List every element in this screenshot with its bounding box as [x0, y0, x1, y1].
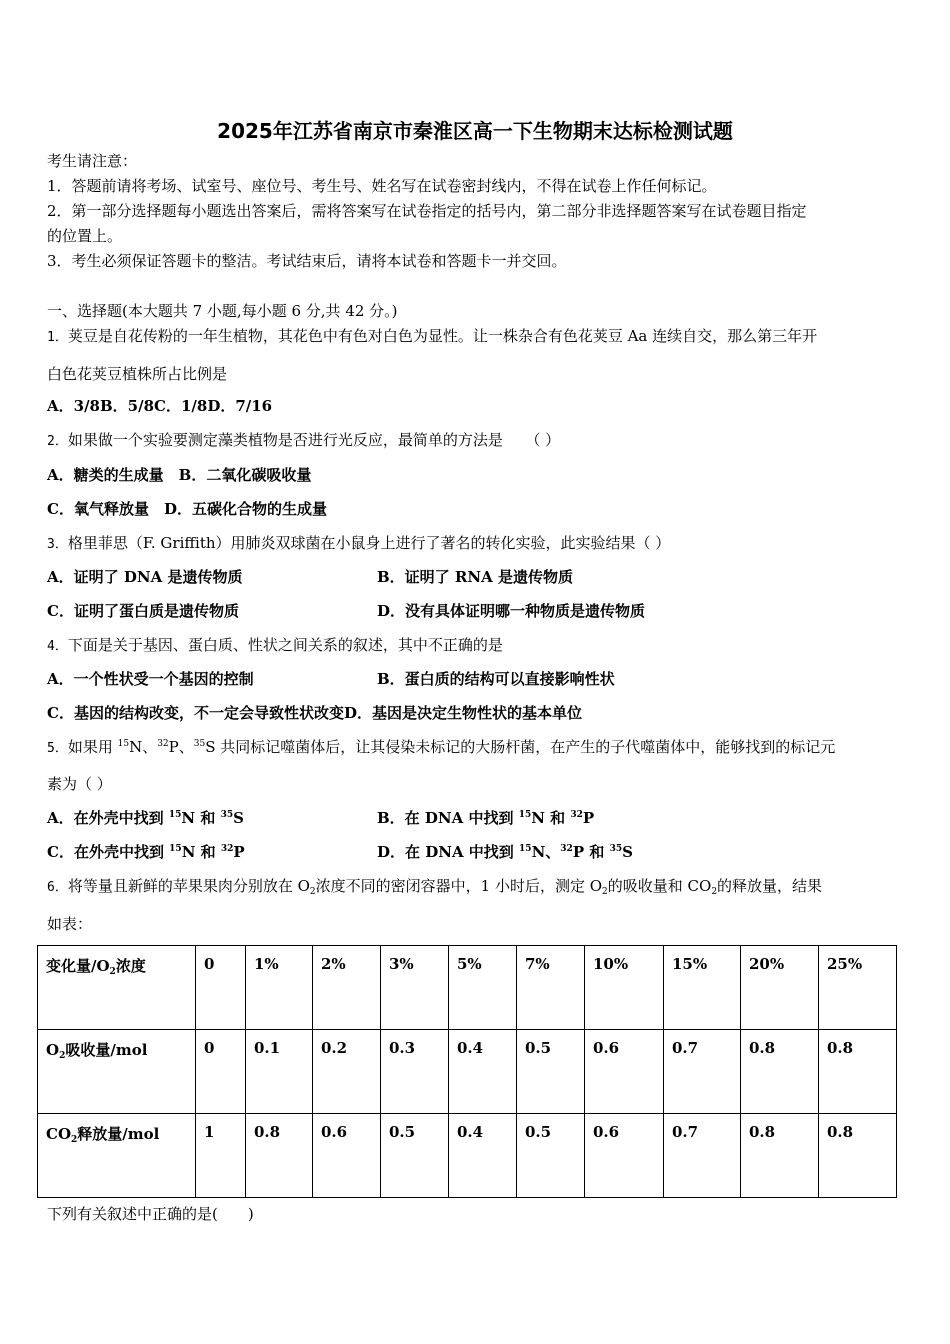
text-run: 素为（ ） — [47, 775, 112, 793]
table-cell: 7% — [517, 946, 585, 1030]
question-number: 1． — [47, 330, 68, 345]
table-cell: 0.6 — [585, 1030, 664, 1114]
question-number: 2． — [47, 434, 68, 449]
superscript: 35 — [220, 810, 234, 820]
text-run: N、 — [531, 843, 561, 861]
text-run: 如果用 — [67, 738, 118, 756]
question-5-option-d — [377, 843, 633, 861]
text-run: 的吸收量和 CO — [607, 877, 712, 895]
text-run: 荚豆是自花传粉的一年生植物，其花色中有色对白色为显性。让一株杂合有色花荚豆 Aa 连续自交，那么第三年开 — [67, 327, 818, 345]
table-cell: 3% — [381, 946, 449, 1030]
question-1-stem-cont — [47, 365, 227, 383]
question-2-stem — [47, 431, 560, 451]
table-row — [38, 1030, 897, 1114]
row-label — [38, 946, 196, 1030]
question-4-stem — [47, 636, 503, 656]
question-2-options-cd: C．氧气释放量 D．五碳化合物的生成量 — [47, 500, 327, 518]
text-run: 格里菲思（F. Griffith）用肺炎双球菌在小鼠身上进行了著名的转化实验，此实验结果（ ） — [67, 534, 671, 552]
table-cell: 2% — [313, 946, 381, 1030]
question-5-option-b — [377, 809, 594, 827]
table-cell: 0.8 — [741, 1030, 819, 1114]
text-run: N 和 — [531, 809, 571, 827]
subscript: 2 — [109, 967, 116, 977]
table-cell: 0.3 — [381, 1030, 449, 1114]
text-run: S — [233, 809, 244, 827]
text-run: 将等量且新鲜的苹果果肉分别放在 O — [67, 877, 310, 895]
table-cell: 0.6 — [313, 1114, 381, 1198]
table-cell: 1 — [196, 1114, 246, 1198]
text-run: 白色花荚豆植株所占比例是 — [47, 365, 228, 383]
table-cell: 0 — [196, 946, 246, 1030]
subscript: 2 — [711, 887, 718, 897]
text-run: 浓度 — [115, 957, 146, 975]
text-run: S — [622, 843, 633, 861]
superscript: 35 — [609, 844, 623, 854]
superscript: 15 — [518, 810, 532, 820]
notice-item: 1．答题前请将考场、试室号、座位号、考生号、姓名写在试卷密封线内，不得在试卷上作任何标记。 — [47, 177, 717, 195]
superscript: 15 — [519, 844, 532, 854]
row-label — [38, 1114, 196, 1198]
subscript: 2 — [602, 887, 608, 897]
question-5-option-c — [47, 843, 245, 861]
superscript: 35 — [193, 739, 206, 749]
table-cell: 15% — [664, 946, 741, 1030]
table-cell: 0.2 — [313, 1030, 381, 1114]
subscript: 2 — [59, 1051, 66, 1061]
text-run: D．在 DNA 中找到 — [377, 843, 520, 861]
superscript: 15 — [169, 844, 182, 854]
question-3-option-a: A．证明了 DNA 是遗传物质 — [47, 568, 243, 586]
table-cell: 0.7 — [664, 1030, 741, 1114]
table-cell: 0.8 — [246, 1114, 313, 1198]
notice-item: 3．考生必须保证答题卡的整洁。考试结束后，请将本试卷和答题卡一并交回。 — [47, 252, 567, 270]
text-run: N、 — [129, 738, 158, 756]
text-run: C．在外壳中找到 — [47, 843, 170, 861]
table-row — [38, 946, 897, 1030]
text-run: 释放量/mol — [77, 1125, 160, 1143]
question-1-stem — [47, 327, 817, 347]
superscript: 15 — [168, 810, 182, 820]
text-run: N 和 — [181, 809, 221, 827]
question-number: 3． — [47, 537, 68, 552]
text-run: A．在外壳中找到 — [47, 809, 169, 827]
table-cell: 5% — [449, 946, 517, 1030]
text-run: 的释放量，结果 — [717, 877, 823, 895]
superscript: 32 — [570, 810, 583, 820]
table-cell: 0.8 — [819, 1114, 897, 1198]
subscript: 2 — [71, 1135, 78, 1145]
text-run: P、 — [168, 738, 194, 756]
text-run: P — [233, 843, 245, 861]
table-cell: 10% — [585, 946, 664, 1030]
question-6-stem-cont — [47, 915, 92, 933]
superscript: 15 — [117, 739, 130, 749]
text-run: 下面是关于基因、蛋白质、性状之间关系的叙述，其中不正确的是 — [67, 636, 503, 654]
question-number: 5． — [47, 741, 68, 756]
text-run: 变化量/O — [46, 957, 110, 975]
data-table — [37, 945, 897, 1198]
table-cell: 0.7 — [664, 1114, 741, 1198]
text-run: CO — [46, 1125, 72, 1143]
text-run: N 和 — [181, 843, 221, 861]
question-3-option-c: C．证明了蛋白质是遗传物质 — [47, 602, 239, 620]
text-run: S 共同标记噬菌体后，让其侵染未标记的大肠杆菌，在产生的子代噬菌体中，能够找到的标记元 — [205, 738, 836, 756]
table-cell: 0.4 — [449, 1114, 517, 1198]
table-cell: 0.5 — [517, 1114, 585, 1198]
question-4-option-cd: C．基因的结构改变，不一定会导致性状改变D．基因是决定生物性状的基本单位 — [47, 704, 582, 722]
text-run: P — [582, 809, 595, 827]
superscript: 32 — [560, 844, 573, 854]
table-cell: 25% — [819, 946, 897, 1030]
table-cell: 0.8 — [819, 1030, 897, 1114]
question-5-option-a — [47, 809, 244, 827]
superscript: 32 — [157, 739, 169, 749]
text-run: 如表： — [47, 915, 93, 933]
table-cell: 0.5 — [517, 1030, 585, 1114]
section-heading: 一、选择题(本大题共 7 小题,每小题 6 分,共 42 分。) — [47, 302, 398, 320]
text-run: P 和 — [572, 843, 610, 861]
question-6-stem — [47, 877, 822, 897]
subscript: 2 — [309, 887, 316, 897]
text-run: B．在 DNA 中找到 — [377, 809, 519, 827]
table-cell: 0.1 — [246, 1030, 313, 1114]
question-3-stem — [47, 534, 670, 554]
table-cell: 0.4 — [449, 1030, 517, 1114]
page-title: 2025年江苏省南京市秦淮区高一下生物期末达标检测试题 — [217, 119, 733, 143]
text-run: 浓度不同的密闭容器中，1 小时后，测定 O — [315, 877, 603, 895]
table-cell: 0 — [196, 1030, 246, 1114]
question-4-option-b: B．蛋白质的结构可以直接影响性状 — [377, 670, 615, 688]
text-run: O — [46, 1041, 60, 1059]
question-1-options: A．3/8B．5/8C．1/8D．7/16 — [47, 397, 273, 415]
question-number: 4． — [47, 639, 68, 654]
superscript: 32 — [220, 844, 234, 854]
row-label — [38, 1030, 196, 1114]
table-cell: 20% — [741, 946, 819, 1030]
notice-item: 的位置上。 — [47, 227, 123, 245]
text-run: 吸收量/mol — [65, 1041, 148, 1059]
question-6-prompt: 下列有关叙述中正确的是( ) — [47, 1205, 254, 1223]
question-2-options-ab: A．糖类的生成量 B．二氧化碳吸收量 — [47, 466, 312, 484]
question-4-option-a: A．一个性状受一个基因的控制 — [47, 670, 254, 688]
table-cell: 0.5 — [381, 1114, 449, 1198]
notice-item: 2．第一部分选择题每小题选出答案后，需将答案写在试卷指定的括号内，第二部分非选择题答案写在试卷题目指定 — [47, 202, 807, 220]
question-number: 6． — [47, 880, 68, 895]
table-cell: 0.8 — [741, 1114, 819, 1198]
table-cell: 1% — [246, 946, 313, 1030]
question-3-option-d: D．没有具体证明哪一种物质是遗传物质 — [377, 602, 646, 620]
text-run: 如果做一个实验要测定藻类植物是否进行光反应，最简单的方法是 （ ） — [67, 431, 561, 449]
question-3-option-b: B．证明了 RNA 是遗传物质 — [377, 568, 573, 586]
table-cell: 0.6 — [585, 1114, 664, 1198]
question-5-stem — [47, 738, 835, 758]
notice-heading: 考生请注意： — [47, 152, 138, 170]
question-5-stem-cont — [47, 775, 112, 793]
table-row — [38, 1114, 897, 1198]
